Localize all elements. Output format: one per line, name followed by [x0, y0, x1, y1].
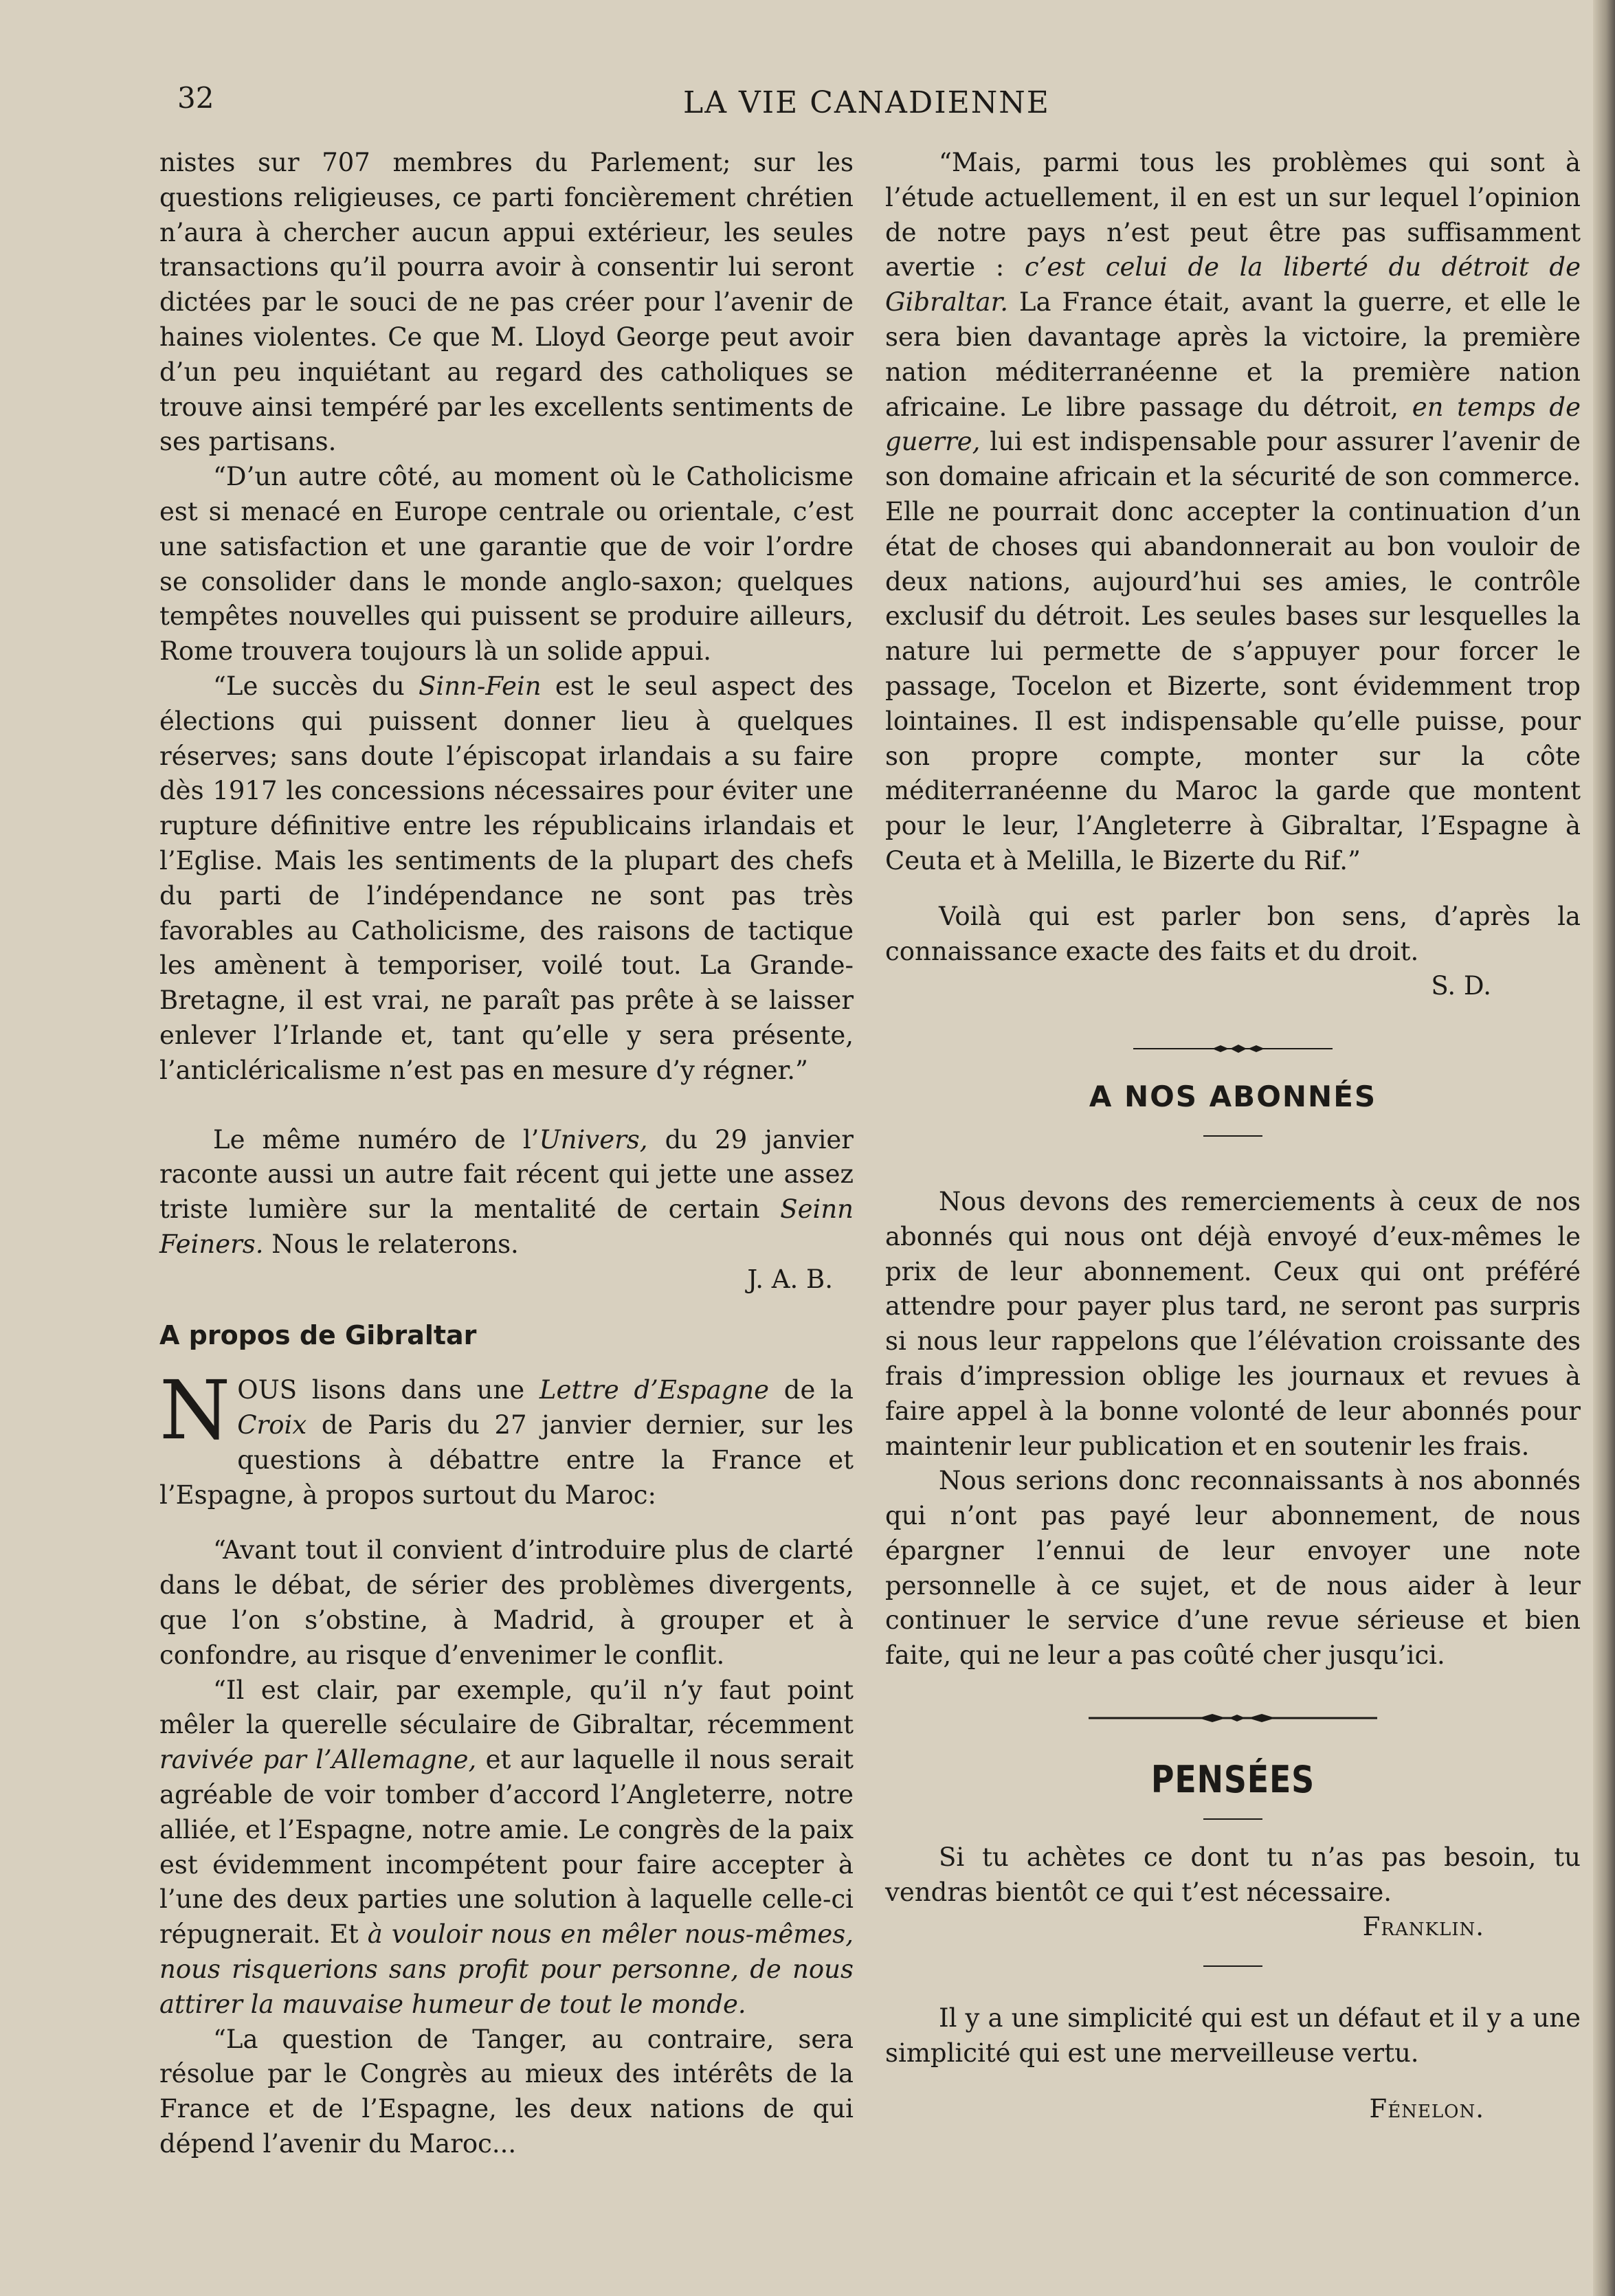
thought-fenelon: Il y a une simplicité qui est un défaut et il y a une simplicité qui est une merveilleuse vertu.: [885, 2003, 1581, 2069]
page-number: 32: [177, 81, 214, 115]
section-heading-pensees: PENSÉES: [1150, 1758, 1315, 1802]
paragraph-continued: nistes sur 707 membres du Parlement; sur les questions religieuses, ce parti foncièrement chrétien n’aura à chercher aucun appui extérieur, les seules transactions qu’il pourra avoir à consentir lui seront dictées par le souci de ne pas créer pour l’avenir de haines violentes. Ce que M. Lloyd George peut avoir d’un peu inquiétant au regard des catholiques se trouve ainsi tempéré par les excellents sentiments de ses partisans.: [159, 148, 854, 457]
section-heading-abonnes: A NOS ABONNÉS: [1089, 1080, 1377, 1114]
section-heading-gibraltar: A propos de Gibraltar: [159, 1319, 477, 1350]
quote-paragraph-2: “Il est clair, par exemple, qu’il n’y faut point mêler la querelle séculaire de Gibraltar, récemment ravivée par l’Allemagne, et aur laquelle il nous serait agréable de voir tomber d’accord l’Angleterre, notre alliée, et l’Espagne, notre amie. Le congrès de la paix est évidemment incompétent pour faire accepter à l’une des deux parties une solution à laquelle celle-ci répugnerait. Et à vouloir nous en mêler nous-mêmes, nous risquerions sans profit pour personne, de nous attirer la mauvaise humeur de tout le monde.: [159, 1675, 854, 2019]
drop-cap: N: [159, 1363, 231, 1458]
author-franklin: Franklin.: [1362, 1912, 1484, 1942]
paragraph-comment: Voilà qui est parler bon sens, d’après la connaissance exacte des faits et du droit.: [885, 901, 1581, 966]
thought-franklin: Si tu achètes ce dont tu n’as pas besoin, tu vendras bientôt ce qui t’est nécessaire.: [885, 1842, 1581, 1907]
right-column: [885, 146, 1581, 2127]
left-column: [159, 146, 854, 2162]
page-header: [177, 81, 1531, 129]
paragraph-abonnes-1: Nous devons des remerciements à ceux de nos abonnés qui nous ont déjà envoyé d’eux-mêmes le prix de leur abonnement. Ceux qui ont préféré attendre pour payer plus tard, ne seront pas surpris si nous leur rappelons que l’élévation croissante des frais d’impression oblige les journaux et revues à faire appel à la bonne volonté de leur abonnés pour maintenir leur publication et en soutenir les frais.: [885, 1186, 1581, 1461]
paragraph-univers: Le même numéro de l’Univers, du 29 janvier raconte aussi un autre fait récent qui jette une assez triste lumière sur la mentalité de certain Seinn Feiners. Nous le relaterons.: [159, 1124, 854, 1259]
ornament-divider: [885, 1038, 1581, 1059]
paragraph-sinn-fein: “Le succès du Sinn-Fein est le seul aspect des élections qui puissent donner lieu à quelques réserves; sans doute l’épiscopat irlandais a su faire dès 1917 les concessions nécessaires pour éviter une rupture définitive entre les républicains irlandais et l’Eglise. Mais les sentiments de la plupart des chefs du parti de l’indépendance ne sont pas très favorables au Catholicisme, des raisons de tactique les amènent à temporiser, voilé tout. La Grande-Bretagne, il est vrai, ne paraît pas prête à se laisser enlever l’Irlande et, tant qu’elle y sera présente, l’anticléricalisme n’est pas en mesure d’y régner.”: [159, 671, 854, 1085]
quote-paragraph-3: “La question de Tanger, au contraire, sera résolue par le Congrès au mieux des intérêts de la France et de l’Espagne, les deux nations de qui dépend l’avenir du Maroc...: [159, 2024, 854, 2159]
paragraph-gibraltar-lead: NOUS lisons dans une Lettre d’Espagne de la Croix de Paris du 27 janvier dernier, sur les questions à débattre entre la France et l’Espagne, à propos surtout du Maroc:: [159, 1363, 854, 1510]
ornament-divider: [885, 1708, 1581, 1728]
quote-paragraph-4: “Mais, parmi tous les problèmes qui sont à l’étude actuellement, il en est un sur lequel l’opinion de notre pays n’est peut être pas suffisamment avertie : c’est celui de la liberté du détroit de Gibraltar. La France était, avant la guerre, et elle le sera bien davantage après la victoire, la première nation méditerranéenne et la première nation africaine. Le libre passage du détroit, en temps de guerre, lui est indispensable pour assurer l’avenir de son domaine africain et la sécurité de son commerce. Elle ne pourrait donc accepter la continuation d’un état de choses qui abandonnerait au bon vouloir de deux nations, aujourd’hui ses amies, le contrôle exclusif du détroit. Les seules bases sur lesquelles la nature lui permette de s’appuyer pour forcer le passage, Tocelon et Bizerte, sont évidemment trop lointaines. Il est indispensable qu’elle puisse, pour son propre compte, monter sur la côte méditerranéenne du Maroc la garde que montent pour le leur, l’Angleterre à Gibraltar, l’Espagne à Ceuta et à Melilla, le Bizerte du Rif.”: [885, 148, 1581, 876]
signature-jab: J. A. B.: [747, 1264, 833, 1294]
paragraph-abonnes-2: Nous serions donc reconnaissants à nos abonnés qui n’ont pas payé leur abonnement, de nous épargner l’ennui de leur envoyer une note personnelle à ce sujet, et de nous aider à leur continuer le service d’une revue sérieuse et bien faite, qui ne leur a pas coûté cher jusqu’ici.: [885, 1466, 1581, 1671]
signature-sd: S. D.: [1431, 971, 1491, 1001]
running-title: LA VIE CANADIENNE: [683, 85, 1050, 120]
paragraph-catholicisme: “D’un autre côté, au moment où le Catholicisme est si menacé en Europe centrale ou orientale, c’est une satisfaction et une garantie que de voir l’ordre se consolider dans le monde anglo-saxon; quelques tempêtes nouvelles qui puissent se produire ailleurs, Rome trouvera toujours là un solide appui.: [159, 462, 854, 667]
author-fenelon: Fénelon.: [1369, 2093, 1484, 2124]
page-edge-shadow: [1593, 0, 1615, 2296]
quote-paragraph-1: “Avant tout il convient d’introduire plus de clarté dans le débat, de sérier des problèmes divergents, que l’on s’obstine, à Madrid, à grouper et à confondre, au risque d’envenimer le conflit.: [159, 1535, 854, 1670]
